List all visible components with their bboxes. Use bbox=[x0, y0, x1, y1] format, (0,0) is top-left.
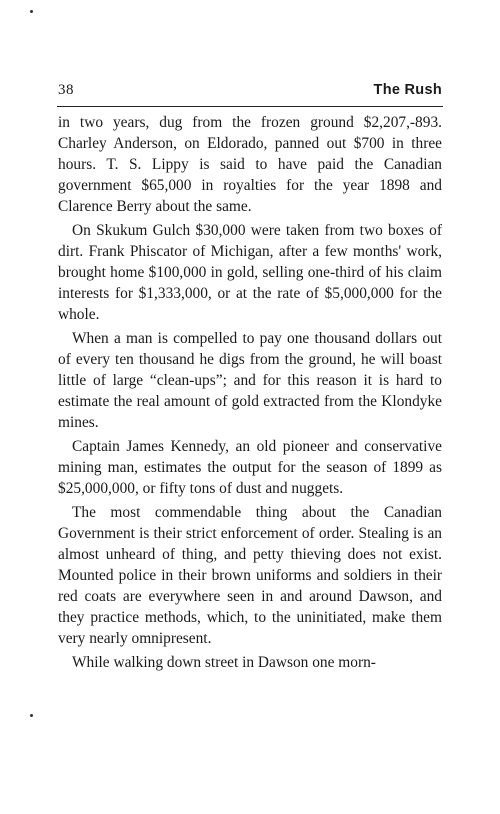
margin-mark bbox=[30, 10, 33, 13]
paragraph: in two years, dug from the frozen ground $2,207,-893. Charley Anderson, on Eldorado, panned out $700 in three hours. T. S. Lippy is said to have paid the Canadian government $65,000 in royalties for the year 1898 and Clarence Berry about the same. bbox=[58, 114, 442, 215]
page-number: 38 bbox=[58, 82, 74, 98]
paragraph: On Skukum Gulch $30,000 were taken from two boxes of dirt. Frank Phiscator of Michigan, after a few months' work, brought home $100,000 in gold, selling one-third of his claim interests for $1,333,000, or at the rate of $5,000,000 for the whole. bbox=[58, 222, 442, 323]
page-header bbox=[58, 82, 442, 104]
paragraph: When a man is compelled to pay one thousand dollars out of every ten thousand he digs from the ground, he will boast little of large “clean-ups”; and for this reason it is hard to estimate the real amount of gold extracted from the Klondyke mines. bbox=[58, 330, 442, 431]
margin-mark bbox=[30, 714, 33, 717]
paragraph: Captain James Kennedy, an old pioneer and conservative mining man, estimates the output for the season of 1899 as $25,000,000, or fifty tons of dust and nuggets. bbox=[58, 438, 442, 497]
header-rule bbox=[57, 106, 443, 107]
paragraph: The most commendable thing about the Canadian Government is their strict enforcement of order. Stealing is an almost unheard of thing, and petty thieving does not exist. Mounted police in their brown uniforms and soldiers in their red coats are everywhere seen in and around Dawson, and they practice methods, which, to the uninitiated, make them very nearly omnipresent. bbox=[58, 504, 442, 647]
paragraph: While walking down street in Dawson one morn- bbox=[72, 654, 376, 671]
body-text bbox=[58, 112, 442, 676]
running-head: The Rush bbox=[373, 82, 442, 98]
